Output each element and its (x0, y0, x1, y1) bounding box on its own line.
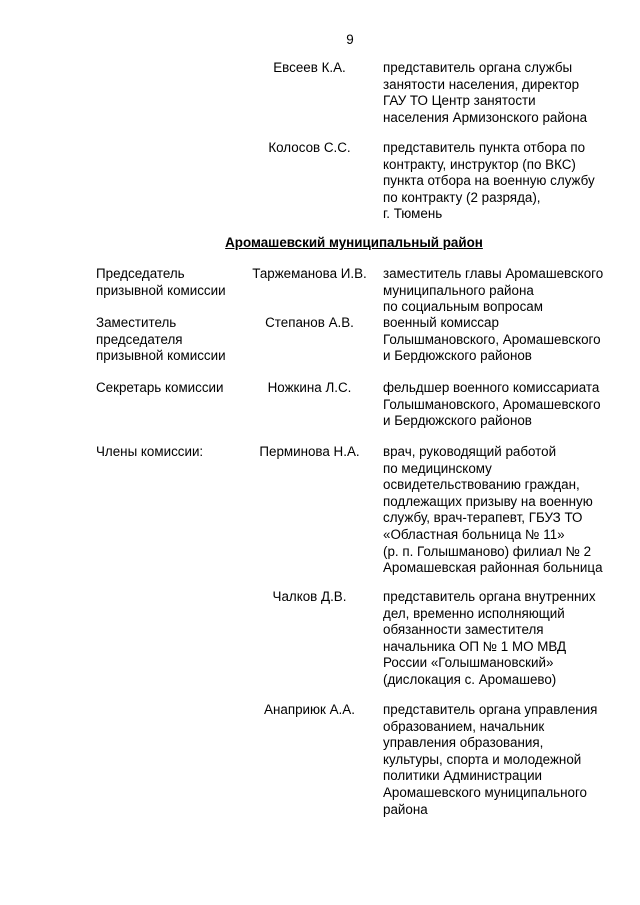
role-line: Заместитель (96, 315, 177, 330)
desc-line: подлежащих призыву на военную (383, 493, 593, 509)
desc-line: культуры, спорта и молодежной (383, 751, 582, 767)
desc-line: представитель органа службы (383, 60, 573, 75)
desc-line: дел, временно исполняющий (383, 605, 565, 621)
member-name: Чалков Д.В. (272, 589, 347, 604)
desc-line: Голышмановского, Аромашевского (383, 331, 601, 347)
member-role (96, 380, 246, 397)
member-name: Евсеев К.А. (273, 60, 346, 75)
role-line: Председатель (96, 266, 185, 281)
desc-line: Аромашевская районная больница (383, 560, 603, 576)
member-name: Анаприюк А.А. (264, 702, 355, 717)
role-line: призывной комиссии (96, 348, 226, 364)
desc-line: политики Администрации (383, 768, 543, 784)
desc-line: военный комиссар (383, 315, 499, 330)
desc-line: района (383, 801, 428, 817)
desc-line: обязанности заместителя (383, 622, 544, 638)
desc-line: заместитель главы Аромашевского (383, 266, 604, 281)
member-name: Ножкина Л.С. (267, 380, 352, 395)
desc-line: и Бердюжского районов (383, 413, 532, 429)
page-number: 9 (346, 32, 354, 47)
member-name: Перминова Н.А. (259, 444, 360, 459)
desc-line: врач, руководящий работой (383, 444, 557, 459)
member-description (383, 702, 623, 818)
desc-line: г. Тюмень (383, 206, 443, 222)
desc-line: фельдшер военного комиссариата (383, 380, 600, 395)
desc-line: по контракту (2 разряда), (383, 189, 541, 205)
desc-line: управления образования, (383, 735, 544, 751)
desc-line: (дислокация с. Аромашево) (383, 671, 557, 687)
desc-line: (р. п. Голышманово) филиал № 2 (383, 543, 592, 559)
role-line: Члены комиссии: (96, 444, 204, 459)
desc-line: по медицинскому (383, 460, 492, 476)
role-line: Секретарь комиссии (96, 380, 224, 395)
desc-line: образованием, начальник (383, 718, 545, 734)
member-description (383, 140, 623, 223)
desc-line: по социальным вопросам (383, 299, 543, 315)
member-description (383, 444, 623, 577)
member-role (96, 266, 246, 299)
desc-line: контракту, инструктор (по ВКС) (383, 156, 576, 172)
desc-line: занятости населения, директор (383, 76, 580, 92)
member-description (383, 589, 623, 689)
member-name: Колосов С.С. (268, 140, 351, 155)
desc-line: представитель органа внутренних (383, 589, 596, 604)
role-line: призывной комиссии (96, 282, 226, 298)
role-line: председателя (96, 331, 183, 347)
desc-line: России «Голышмановский» (383, 655, 554, 671)
member-description (383, 60, 623, 126)
desc-line: представитель пункта отбора по (383, 140, 586, 155)
desc-line: начальника ОП № 1 МО МВД (383, 638, 567, 654)
desc-line: и Бердюжского районов (383, 348, 532, 364)
member-description (383, 266, 623, 316)
desc-line: населения Армизонского района (383, 109, 588, 125)
member-name: Таржеманова И.В. (252, 266, 367, 281)
member-description (383, 380, 623, 430)
member-name: Степанов А.В. (265, 315, 354, 330)
desc-line: Аромашевского муниципального (383, 784, 587, 800)
desc-line: муниципального района (383, 282, 534, 298)
member-role (96, 315, 246, 365)
desc-line: освидетельствованию граждан, (383, 477, 580, 493)
section-title: Аромашевский муниципальный район (225, 235, 483, 250)
desc-line: «Областная больница № 11» (383, 526, 565, 542)
desc-line: службу, врач-терапевт, ГБУЗ ТО (383, 510, 583, 526)
member-role (96, 444, 246, 461)
desc-line: ГАУ ТО Центр занятости (383, 93, 536, 109)
member-description (383, 315, 623, 365)
desc-line: пункта отбора на военную службу (383, 173, 595, 189)
desc-line: Голышмановского, Аромашевского (383, 396, 601, 412)
desc-line: представитель органа управления (383, 702, 598, 717)
